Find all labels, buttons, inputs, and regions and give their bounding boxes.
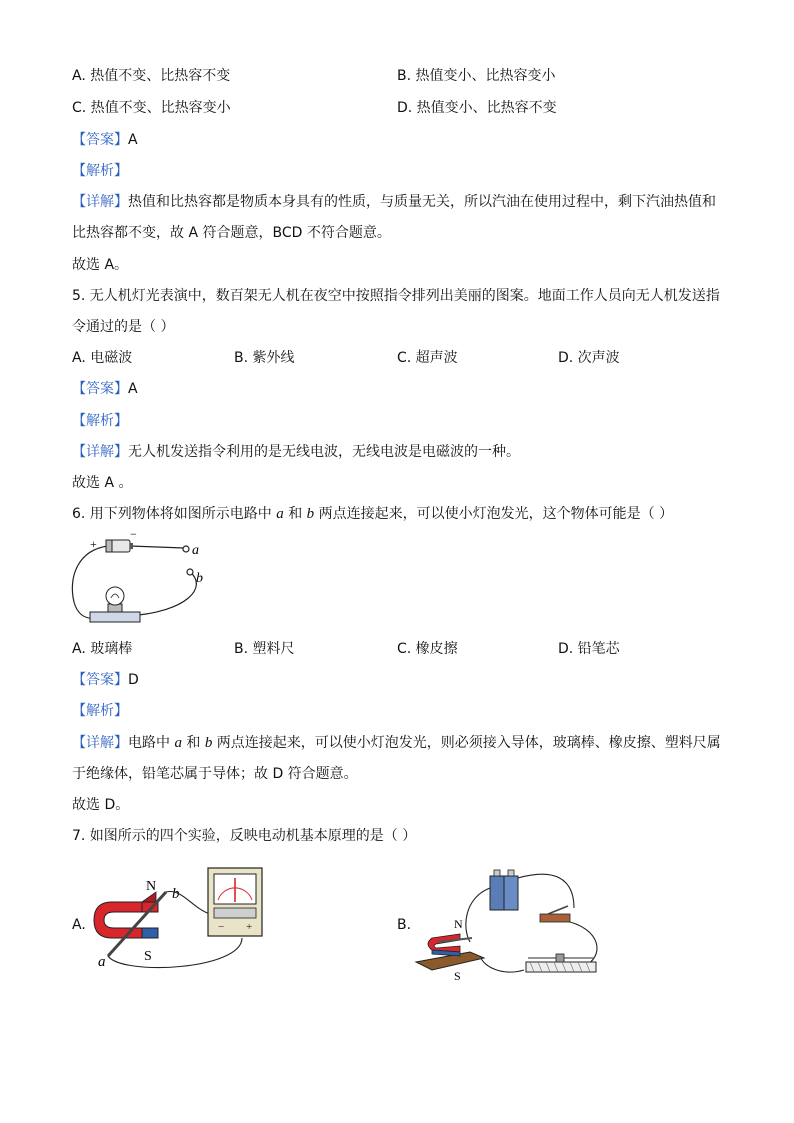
q4-answer [72, 130, 138, 150]
svg-text:−: − [218, 921, 225, 933]
galvanometer-icon [208, 868, 262, 936]
q7b-n-label: N [454, 917, 463, 931]
q6-detail-line-2: 于绝缘体，铅笔芯属于导体；故 D 符合题意。 [72, 766, 358, 782]
q7b-s-label: S [454, 969, 461, 983]
q7-figure-a [92, 858, 272, 978]
q6-option-b: B. 塑料尺 [234, 641, 295, 657]
detail-tag: 【详解】 [72, 444, 128, 460]
q5-stem-line-2: 令通过的是（ ） [72, 319, 175, 335]
q4-detail-line-2: 比热容都不变，故 A 符合题意，BCD 不符合题意。 [72, 225, 391, 241]
q7a-n-label: N [146, 879, 157, 894]
q6-detail-point-b: b [204, 735, 213, 751]
horseshoe-magnet-icon [94, 892, 158, 938]
battery-icon [106, 540, 133, 552]
answer-tag: 【答案】 [72, 381, 128, 397]
q7-option-a-label: A. [72, 917, 86, 933]
battery-pack-icon [490, 870, 518, 910]
q5-option-a: A. 电磁波 [72, 350, 133, 366]
q6-wire-right [128, 572, 196, 616]
q6-stem-post: 两点连接起来，可以使小灯泡发光，这个物体可能是（ ） [314, 506, 674, 522]
q4-option-d: D. 热值变小、比热容不变 [397, 100, 557, 116]
q6-detail-pre: 电路中 [128, 735, 175, 751]
q6-detail-post: 两点连接起来，可以使小灯泡发光，则必须接入导体，玻璃棒、橡皮擦、塑料尺属 [212, 735, 721, 751]
q7a-s-label: S [144, 949, 152, 964]
q6-detail-line-1 [72, 733, 721, 753]
q7-figure-b [414, 858, 604, 986]
answer-value: A [128, 132, 138, 148]
rheostat-icon [526, 954, 596, 972]
q4-analysis-tag: 【解析】 [72, 163, 128, 179]
detail-text: 无人机发送指令利用的是无线电波，无线电波是电磁波的一种。 [128, 444, 520, 460]
q5-option-b: B. 紫外线 [234, 350, 295, 366]
svg-text:+: + [246, 921, 253, 933]
terminal-a-label: a [192, 543, 199, 558]
battery-plus-label: + [90, 537, 97, 551]
q6-wire-left [72, 546, 108, 619]
q7a-b-label: b [172, 886, 180, 902]
q5-conclusion: 故选 A 。 [72, 475, 133, 491]
magnet-on-base-icon [416, 934, 484, 970]
q6-stem-point-a: a [276, 506, 284, 522]
q7-option-b-label: B. [397, 917, 412, 933]
q5-stem-line-1: 5. 无人机灯光表演中，数百架无人机在夜空中按照指令排列出美丽的图案。地面工作人员向无人机发送指 [72, 288, 720, 304]
answer-tag: 【答案】 [72, 672, 128, 688]
q5-detail-line-1 [72, 442, 520, 462]
q4-detail-line-1 [72, 192, 716, 212]
q4-option-a: A. 热值不变、比热容不变 [72, 68, 231, 84]
terminal-a [183, 546, 189, 552]
q6-stem-point-b: b [306, 506, 315, 522]
switch-icon [540, 906, 570, 922]
battery-minus-label: − [130, 532, 137, 541]
q6-option-c: C. 橡皮擦 [397, 641, 458, 657]
q6-stem [72, 504, 673, 524]
q4-option-c: C. 热值不变、比热容变小 [72, 100, 231, 116]
q6-option-a: A. 玻璃棒 [72, 641, 133, 657]
q6-option-d: D. 铅笔芯 [558, 641, 620, 657]
q7a-a-label: a [98, 954, 106, 970]
answer-tag: 【答案】 [72, 132, 128, 148]
q6-circuit-figure [68, 532, 218, 632]
q6-detail-point-a: a [174, 735, 182, 751]
detail-tag: 【详解】 [72, 194, 128, 210]
q6-conclusion: 故选 D。 [72, 797, 130, 813]
q5-answer [72, 379, 138, 399]
light-bulb-icon [90, 587, 140, 622]
q5-option-c: C. 超声波 [397, 350, 458, 366]
q7-stem: 7. 如图所示的四个实验，反映电动机基本原理的是（ ） [72, 828, 417, 844]
q6-answer [72, 670, 139, 690]
q6-stem-mid: 和 [283, 506, 307, 522]
answer-value: A [128, 381, 138, 397]
q5-analysis-tag: 【解析】 [72, 413, 128, 429]
q6-detail-mid: 和 [181, 735, 205, 751]
detail-text: 热值和比热容都是物质本身具有的性质，与质量无关，所以汽油在使用过程中，剩下汽油热值和 [128, 194, 716, 210]
detail-tag: 【详解】 [72, 735, 128, 751]
q6-wire-top [130, 546, 184, 548]
terminal-b [187, 569, 193, 575]
q6-stem-pre: 6. 用下列物体将如图所示电路中 [72, 506, 277, 522]
q4-option-b: B. 热值变小、比热容变小 [397, 68, 556, 84]
q4-conclusion: 故选 A。 [72, 257, 129, 273]
answer-value: D [128, 672, 139, 688]
terminal-b-label: b [196, 571, 203, 586]
q6-analysis-tag: 【解析】 [72, 703, 128, 719]
q5-option-d: D. 次声波 [558, 350, 620, 366]
